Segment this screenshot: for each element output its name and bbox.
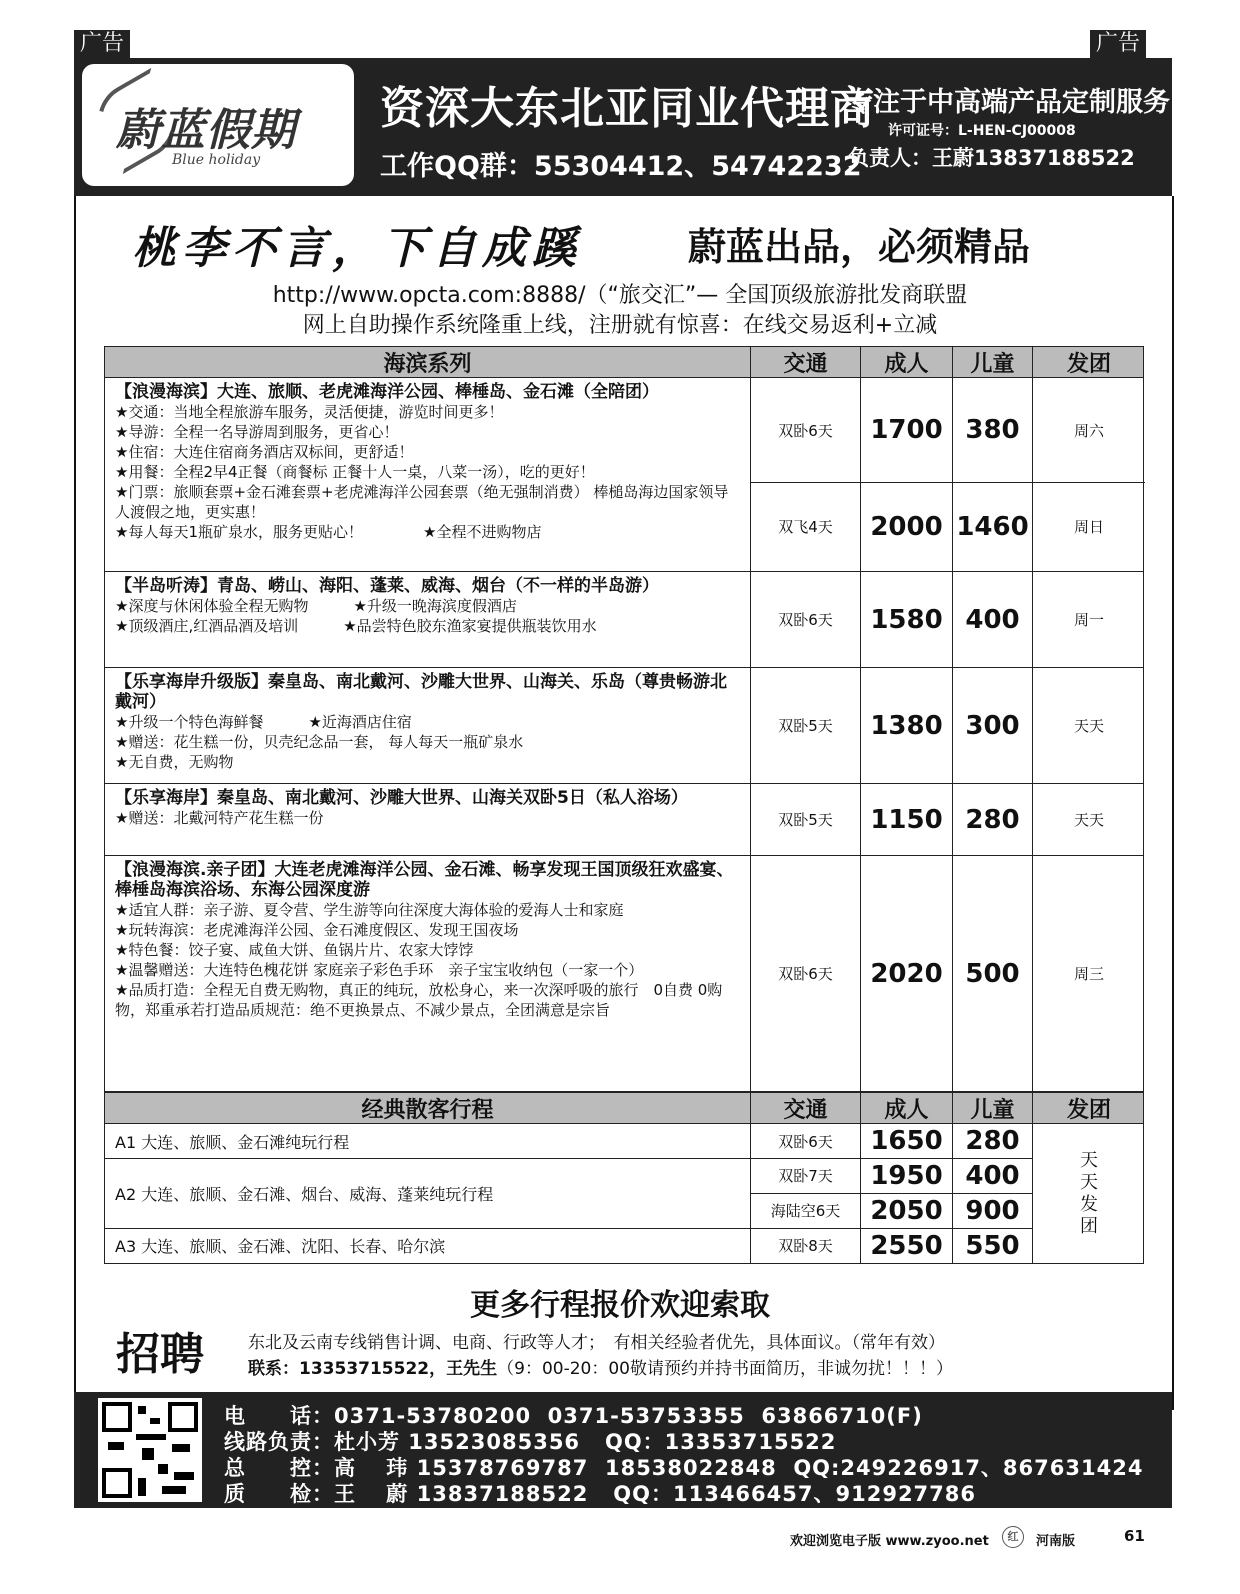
transport-cell: 双卧6天 bbox=[778, 965, 833, 983]
footer-phone: 电 话：0371-53780200 0371-53753355 63866710(F) bbox=[224, 1404, 923, 1428]
child-price: 400 bbox=[965, 604, 1020, 635]
ad-label-right: 广告 bbox=[1090, 30, 1146, 58]
route-line: ★门票：旅顺套票+金石滩套票+老虎滩海洋公园套票（绝无强制消费） 棒槌岛海边国家领导人渡假之地，更实惠！ bbox=[115, 483, 729, 521]
adult-price: 2050 bbox=[861, 1193, 952, 1229]
qr-code-icon bbox=[98, 1398, 202, 1502]
depart-char: 天 bbox=[1080, 1149, 1098, 1171]
recruit-label: 招聘 bbox=[116, 1329, 204, 1380]
route-desc bbox=[105, 668, 750, 783]
adult-price: 2550 bbox=[870, 1230, 943, 1261]
header-adult: 成人 bbox=[860, 347, 952, 377]
header-banner bbox=[74, 58, 1172, 196]
header-tagline: 专注于中高端产品定制服务 bbox=[846, 87, 1170, 118]
url-line-2: 网上自助操作系统隆重上线，注册就有惊喜：在线交易返利+立减 bbox=[302, 313, 938, 338]
adult-price: 1650 bbox=[861, 1124, 952, 1159]
child-price: 500 bbox=[965, 958, 1020, 989]
route-line: ★赠送：花生糕一份，贝壳纪念品一套， 每人每天一瓶矿泉水 bbox=[115, 733, 524, 751]
adult-price: 1580 bbox=[870, 604, 943, 635]
table-row bbox=[104, 378, 1144, 572]
header-qq: 工作QQ群：55304412、54742232 bbox=[380, 151, 862, 182]
depart-char: 天 bbox=[1080, 1171, 1098, 1193]
transport-cell: 双卧8天 bbox=[778, 1237, 833, 1255]
route-line: ★温馨赠送：大连特色槐花饼 家庭亲子彩色手环 亲子宝宝收纳包（一家一个） bbox=[115, 961, 644, 979]
route-line: ★每人每天1瓶矿泉水，服务更贴心！ ★全程不进购物店 bbox=[115, 523, 542, 541]
child-price: 400 bbox=[953, 1158, 1032, 1194]
depart-char: 发 bbox=[1080, 1193, 1098, 1215]
transport-cell: 双卧6天 bbox=[751, 378, 860, 483]
classic-table-header bbox=[104, 1092, 1144, 1124]
header-adult: 成人 bbox=[860, 1093, 952, 1123]
logo-subtitle: Blue holiday bbox=[172, 152, 261, 168]
adult-price: 2020 bbox=[870, 958, 943, 989]
classic-route: A3 大连、旅顺、金石滩、沈阳、长春、哈尔滨 bbox=[115, 1237, 446, 1256]
route-line: ★玩转海滨：老虎滩海洋公园、金石滩度假区、发现王国夜场 bbox=[115, 921, 519, 939]
table-row bbox=[104, 572, 1144, 668]
header-transport: 交通 bbox=[750, 347, 860, 377]
table-header bbox=[104, 346, 1144, 378]
table-row bbox=[104, 856, 1144, 1092]
header-child: 儿童 bbox=[952, 347, 1032, 377]
transport-cell: 海陆空6天 bbox=[751, 1193, 860, 1229]
transport-cell: 双卧5天 bbox=[778, 811, 833, 829]
logo-text: 蔚蓝假期 bbox=[116, 105, 296, 156]
child-price: 900 bbox=[953, 1193, 1032, 1229]
child-price: 280 bbox=[953, 1124, 1032, 1159]
route-title: 【半岛听涛】青岛、崂山、海阳、蓬莱、威海、烟台（不一样的半岛游） bbox=[115, 576, 659, 596]
classic-route: A2 大连、旅顺、金石滩、烟台、威海、蓬莱纯玩行程 bbox=[105, 1158, 750, 1229]
adult-price: 1700 bbox=[861, 378, 952, 483]
child-price: 550 bbox=[965, 1230, 1020, 1261]
route-line: ★赠送：北戴河特产花生糕一份 bbox=[115, 809, 324, 827]
route-desc bbox=[105, 378, 750, 571]
recruit-contact-note: （9：00-20：00敬请预约并持书面简历，非诚勿扰！！！） bbox=[497, 1359, 953, 1379]
edition-badge-icon: 红 bbox=[1002, 1526, 1024, 1548]
header-series: 海滨系列 bbox=[383, 351, 472, 377]
slogan-secondary: 蔚蓝出品，必须精品 bbox=[688, 225, 1031, 269]
depart-day: 周六 bbox=[1033, 378, 1145, 483]
url-line: http://www.opcta.com:8888/（“旅交汇”— 全国顶级旅游批发商联盟 bbox=[272, 283, 968, 308]
transport-cell: 双飞4天 bbox=[778, 518, 833, 536]
header-child: 儿童 bbox=[952, 1093, 1032, 1123]
route-title: 【浪漫海滨.亲子团】大连老虎滩海洋公园、金石滩、畅享发现王国顶级狂欢盛宴、棒棰岛海滨浴场、东海公园深度游 bbox=[115, 860, 734, 900]
recruit-text: 东北及云南专线销售计调、电商、行政等人才； 有相关经验者优先，具体面议。（常年有效） bbox=[248, 1333, 945, 1353]
ad-label-left: 广告 bbox=[74, 30, 130, 58]
classic-route: A1 大连、旅顺、金石滩纯玩行程 bbox=[105, 1124, 750, 1159]
page-edition: 河南版 bbox=[1036, 1534, 1076, 1549]
slogan: 桃李不言，下自成蹊 bbox=[132, 223, 582, 274]
header-series: 经典散客行程 bbox=[361, 1097, 494, 1123]
footer-quality: 质 检：王 蔚 13837188522 QQ：113466457、912927786 bbox=[224, 1482, 977, 1506]
adult-price: 1950 bbox=[861, 1158, 952, 1194]
route-line: ★深度与休闲体验全程无购物 ★升级一晚海滨度假酒店 bbox=[115, 597, 517, 615]
route-desc bbox=[105, 856, 750, 1091]
footer-contacts bbox=[74, 1392, 1172, 1508]
route-line: ★顶级酒庄,红酒品酒及培训 ★品尝特色胶东渔家宴提供瓶装饮用水 bbox=[115, 617, 597, 635]
transport-cell: 双卧5天 bbox=[778, 717, 833, 735]
header-depart: 发团 bbox=[1032, 1093, 1145, 1123]
depart-day: 天天 bbox=[1073, 717, 1104, 735]
child-price: 280 bbox=[965, 804, 1020, 835]
depart-char: 团 bbox=[1080, 1215, 1098, 1237]
transport-cell: 双卧7天 bbox=[751, 1158, 860, 1194]
route-title: 【乐享海岸升级版】秦皇岛、南北戴河、沙雕大世界、山海关、乐岛（尊贵畅游北戴河） bbox=[115, 672, 727, 712]
route-title: 【乐享海岸】秦皇岛、南北戴河、沙雕大世界、山海关双卧5日（私人浴场） bbox=[115, 788, 688, 808]
classic-block bbox=[104, 1124, 1144, 1264]
route-line: ★品质打造：全程无自费无购物，真正的纯玩，放松身心，来一次深呼吸的旅行 0自费 0购物，郑重承若打造品质规范：绝不更换景点、不减少景点，全团满意是宗旨 bbox=[115, 981, 723, 1019]
transport-cell: 双卧6天 bbox=[778, 611, 833, 629]
footer-route-manager: 线路负责：杜小芳 13523085356 QQ：13353715522 bbox=[224, 1430, 837, 1454]
table-row bbox=[104, 784, 1144, 856]
depart-day: 周一 bbox=[1073, 611, 1104, 629]
adult-price: 1150 bbox=[870, 804, 943, 835]
route-line: ★交通：当地全程旅游车服务，灵活便捷，游览时间更多！ bbox=[115, 403, 504, 421]
page-footer-text: 欢迎浏览电子版 www.zyoo.net bbox=[790, 1534, 989, 1549]
header-license: 许可证号：L-HEN-CJ00008 bbox=[888, 123, 1076, 139]
route-desc bbox=[105, 784, 750, 855]
adult-price: 2000 bbox=[870, 511, 943, 542]
route-line: ★导游：全程一名导游周到服务，更省心！ bbox=[115, 423, 399, 441]
header-contact: 负责人：王蔚13837188522 bbox=[848, 146, 1135, 170]
route-line: ★特色餐：饺子宴、咸鱼大饼、鱼锅片片、农家大饽饽 bbox=[115, 941, 474, 959]
table-row bbox=[104, 668, 1144, 784]
page-number: 61 bbox=[1124, 1527, 1145, 1545]
route-title: 【浪漫海滨】大连、旅顺、老虎滩海洋公园、棒棰岛、金石滩（全陪团） bbox=[115, 382, 659, 402]
header-title: 资深大东北亚同业代理商 bbox=[380, 83, 875, 134]
route-line: ★适宜人群：亲子游、夏令营、学生游等向往深度大海体验的爱海人士和家庭 bbox=[115, 901, 624, 919]
child-price: 1460 bbox=[956, 511, 1029, 542]
route-desc bbox=[105, 572, 750, 667]
header-transport: 交通 bbox=[750, 1093, 860, 1123]
depart-day: 周三 bbox=[1073, 965, 1104, 983]
route-line: ★无自费，无购物 bbox=[115, 753, 234, 771]
recruit-contact-bold: 联系：13353715522，王先生 bbox=[248, 1359, 498, 1379]
depart-day: 周日 bbox=[1073, 518, 1104, 536]
route-line: ★住宿：大连住宿商务酒店双标间，更舒适！ bbox=[115, 443, 414, 461]
route-line: ★用餐：全程2早4正餐（商餐标 正餐十人一桌，八菜一汤），吃的更好！ bbox=[115, 463, 595, 481]
recruit-contact bbox=[248, 1354, 953, 1379]
child-price: 300 bbox=[965, 710, 1020, 741]
logo bbox=[82, 64, 354, 186]
transport-cell: 双卧6天 bbox=[751, 1124, 860, 1159]
adult-price: 1380 bbox=[870, 710, 943, 741]
footer-general-control: 总 控：高 玮 15378769787 18538022848 QQ:249226917、867631424 bbox=[224, 1456, 1144, 1480]
classic-depart bbox=[1032, 1124, 1145, 1263]
route-line: ★升级一个特色海鲜餐 ★近海酒店住宿 bbox=[115, 713, 412, 731]
header-depart: 发团 bbox=[1032, 347, 1145, 377]
more-quotes: 更多行程报价欢迎索取 bbox=[470, 1288, 770, 1323]
child-price: 380 bbox=[953, 378, 1032, 483]
depart-day: 天天 bbox=[1073, 811, 1104, 829]
